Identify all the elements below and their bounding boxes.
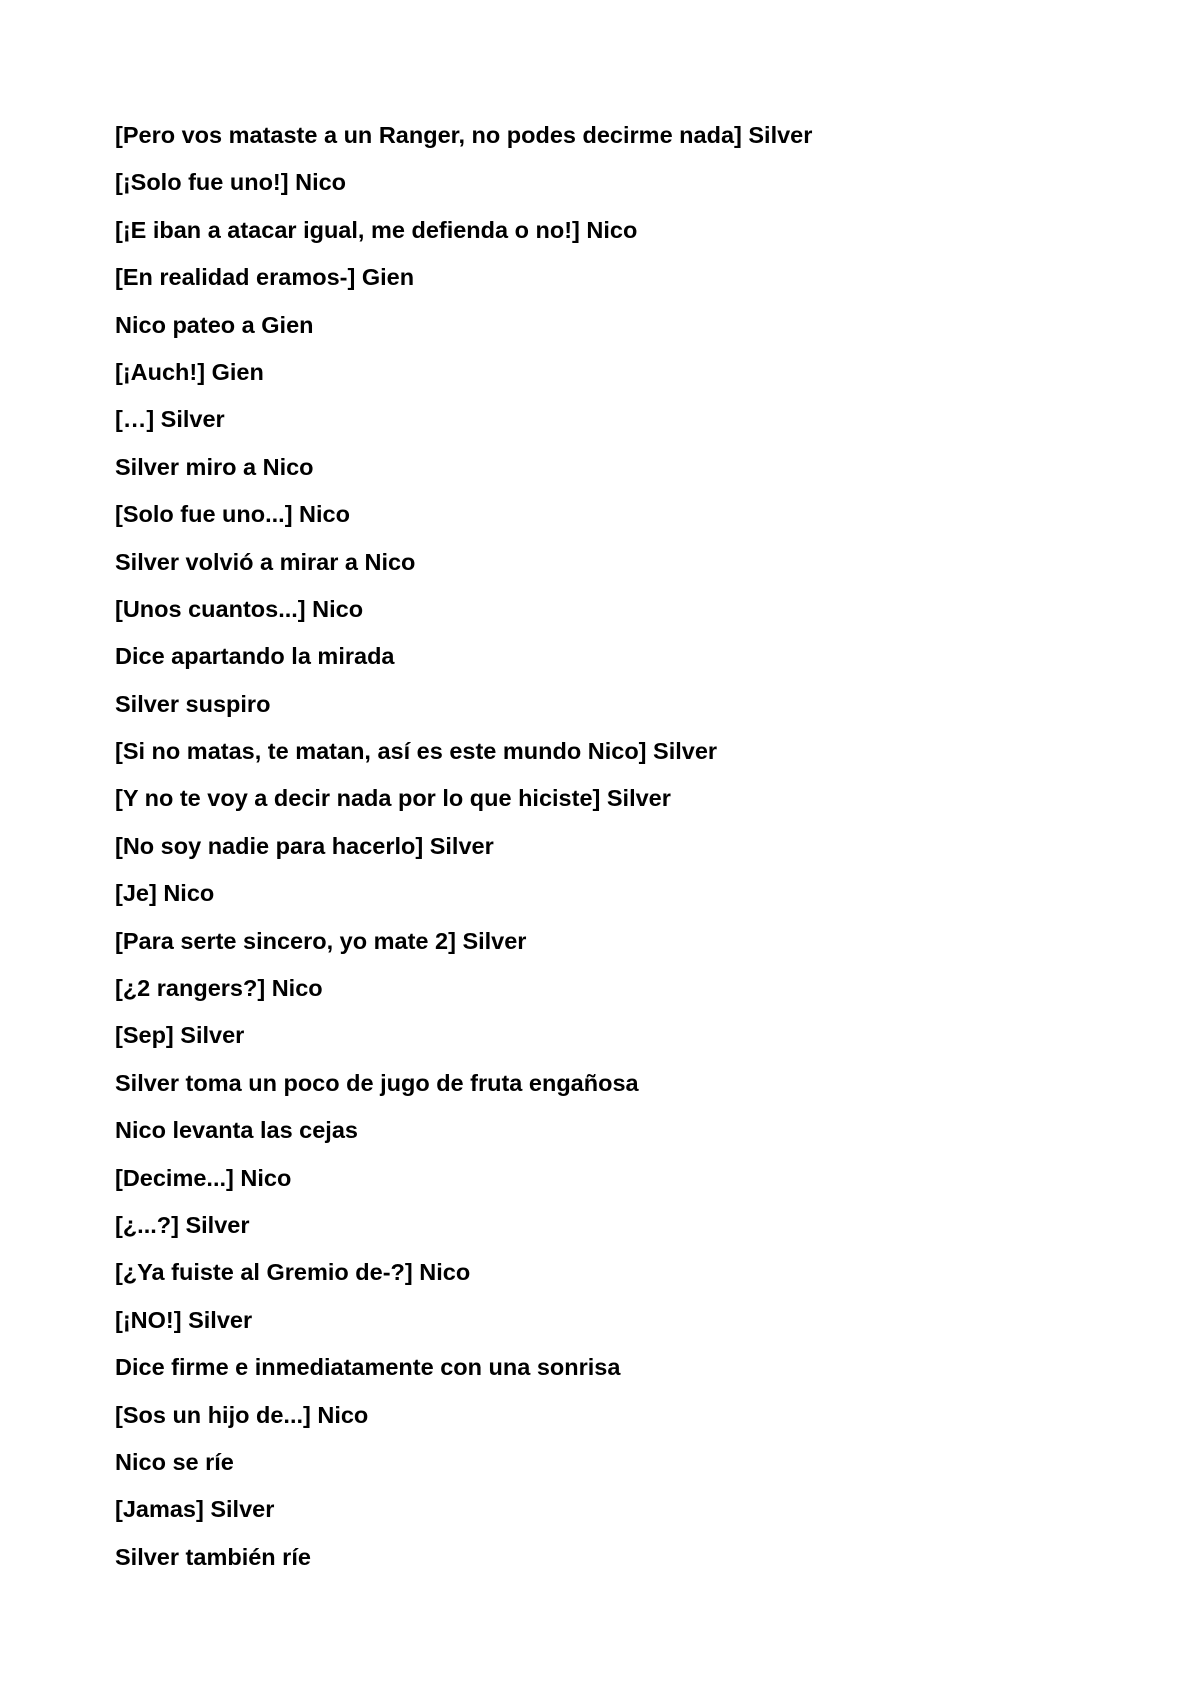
text-line: [Pero vos mataste a un Ranger, no podes decirme nada] Silver: [115, 122, 813, 148]
text-line: Silver suspiro: [115, 690, 271, 717]
text-line: Dice apartando la mirada: [115, 643, 395, 670]
text-line: Silver volvió a mirar a Nico: [115, 548, 416, 575]
text-line: [¡Solo fue uno!] Nico: [115, 169, 347, 196]
text-line: [¿2 rangers?] Nico: [115, 975, 323, 1002]
text-line: Silver también ríe: [115, 1543, 311, 1570]
text-line: Silver miro a Nico: [115, 453, 314, 480]
text-line: Nico levanta las cejas: [115, 1117, 358, 1144]
text-line: Silver toma un poco de jugo de fruta engañosa: [115, 1069, 639, 1096]
text-line: [¿...?] Silver: [115, 1211, 250, 1238]
text-line: [¡NO!] Silver: [115, 1306, 253, 1333]
text-line: [No soy nadie para hacerlo] Silver: [115, 832, 494, 859]
text-line: [¡Auch!] Gien: [115, 358, 264, 385]
text-line: Nico se ríe: [115, 1448, 234, 1475]
text-line: [Unos cuantos...] Nico: [115, 595, 364, 622]
text-line: [Jamas] Silver: [115, 1496, 275, 1523]
text-line: […] Silver: [115, 406, 225, 433]
text-line: [Decime...] Nico: [115, 1164, 292, 1191]
text-line: [Para serte sincero, yo mate 2] Silver: [115, 927, 527, 954]
text-line: [Y no te voy a decir nada por lo que hiciste] Silver: [115, 785, 671, 812]
text-line: [Sep] Silver: [115, 1022, 245, 1049]
text-line: [Sos un hijo de...] Nico: [115, 1401, 369, 1428]
text-line: Nico pateo a Gien: [115, 311, 314, 338]
dialogue-lines: [115, 112, 812, 1581]
text-line: [¿Ya fuiste al Gremio de-?] Nico: [115, 1259, 471, 1286]
text-line: [¡E iban a atacar igual, me defienda o no!] Nico: [115, 216, 638, 243]
text-line: Dice firme e inmediatamente con una sonrisa: [115, 1354, 621, 1381]
text-line: [En realidad eramos-] Gien: [115, 264, 415, 291]
text-line: [Si no matas, te matan, así es este mundo Nico] Silver: [115, 738, 718, 765]
text-line: [Solo fue uno...] Nico: [115, 501, 350, 528]
text-line: [Je] Nico: [115, 880, 215, 907]
